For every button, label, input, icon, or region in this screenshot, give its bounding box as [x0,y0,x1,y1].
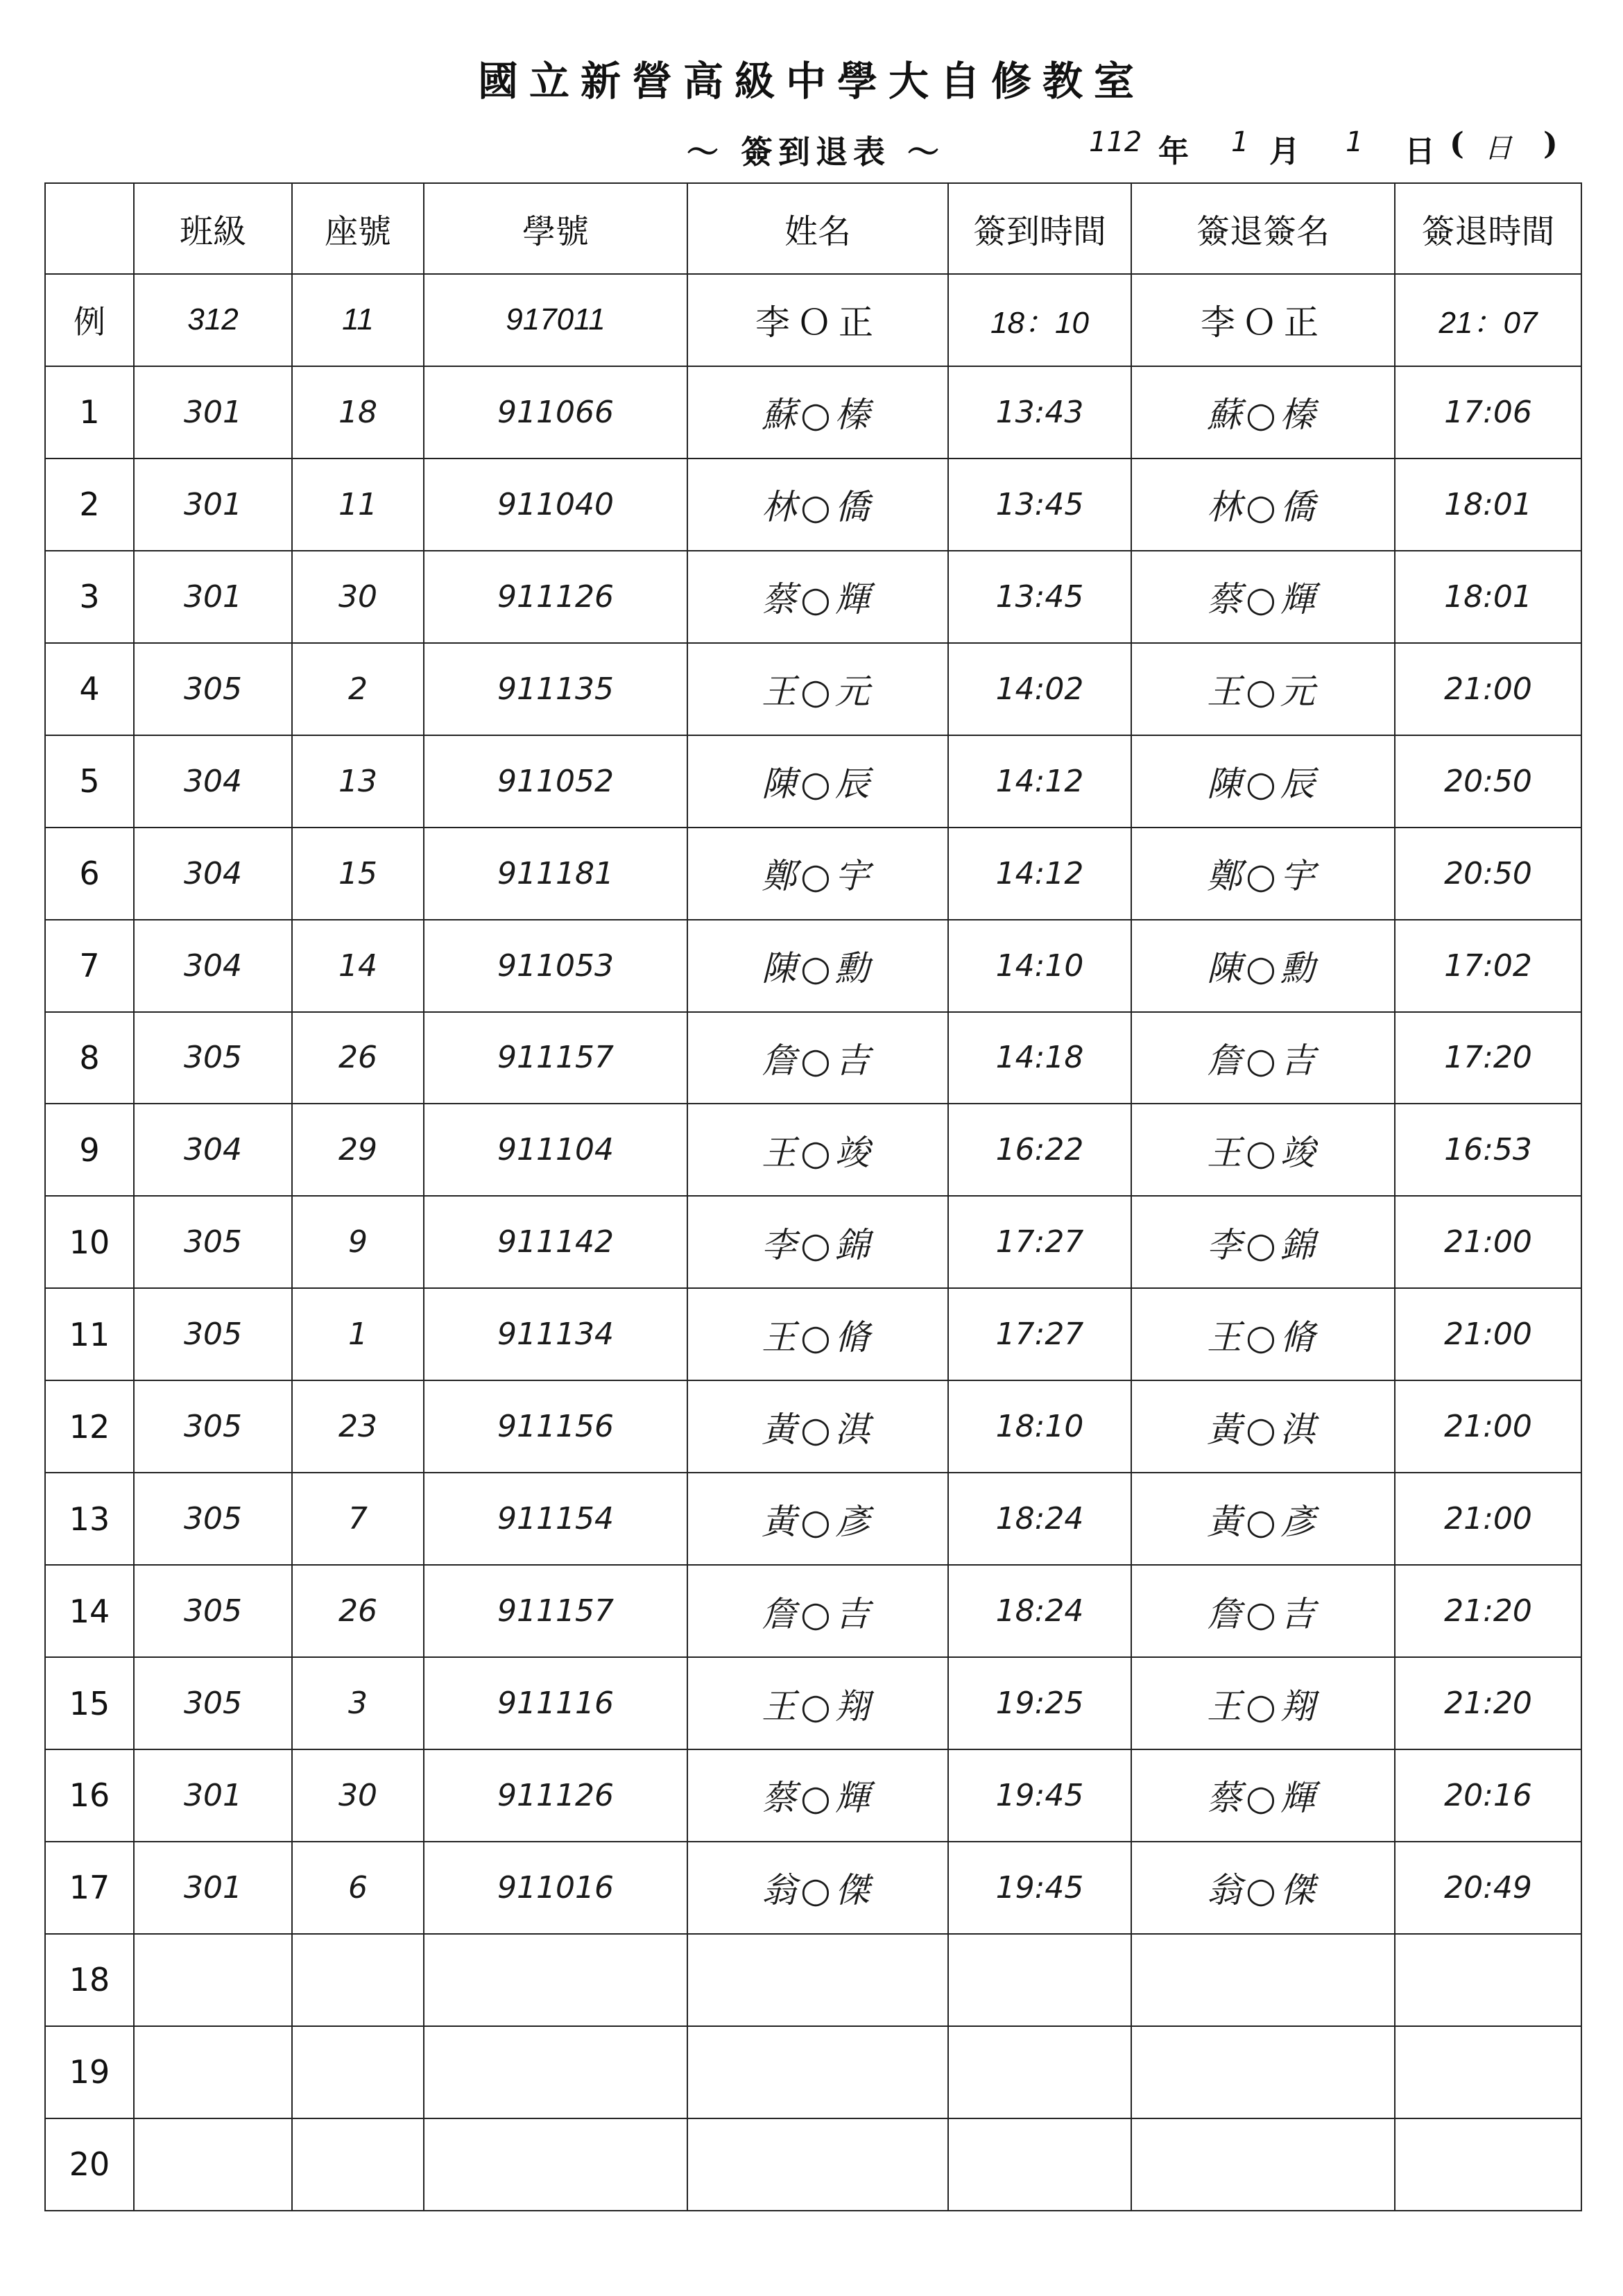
cell-class [134,1934,292,2026]
table-row [45,1288,1581,1380]
cell-seat: 18 [292,366,424,459]
cell-name: 李○錦 [687,1196,948,1288]
cell-seat: 7 [292,1473,424,1565]
cell-sign-in-time: 13:45 [948,459,1131,551]
cell-sign-out-time: 17:02 [1395,920,1581,1012]
date-weekday-close: ) [1543,126,1558,162]
cell-class: 305 [134,1012,292,1104]
row-number: 19 [45,2026,134,2118]
row-number: 10 [45,1196,134,1288]
date-line [1089,126,1574,168]
cell-sign-out-time [1395,2118,1581,2211]
cell-sign-in-time: 17:27 [948,1196,1131,1288]
table-row [45,1473,1581,1565]
cell-sign-out-name: 王○竣 [1131,1104,1395,1196]
cell-student-id: 911142 [424,1196,687,1288]
cell-sign-in-time [948,2026,1131,2118]
cell-sign-out-name: 陳○勳 [1131,920,1395,1012]
table-row [45,1196,1581,1288]
cell-sign-in-time: 19:45 [948,1842,1131,1934]
row-number: 5 [45,735,134,828]
cell-sign-in-time: 18:10 [948,1380,1131,1473]
cell-name [687,1934,948,2026]
cell-sign-in-time: 17:27 [948,1288,1131,1380]
table-row [45,828,1581,920]
row-number: 13 [45,1473,134,1565]
date-weekday-open: ( [1450,126,1464,162]
cell-sign-out-time: 21:20 [1395,1657,1581,1749]
example-label: 例 [45,274,134,366]
col-header-seat: 座號 [292,183,424,274]
cell-sign-out-name: 蘇○榛 [1131,366,1395,459]
col-header-sign-out-name: 簽退簽名 [1131,183,1395,274]
cell-name: 林○僑 [687,459,948,551]
cell-student-id: 911134 [424,1288,687,1380]
cell-sign-out-name: 蔡○輝 [1131,1749,1395,1842]
table-row [45,2118,1581,2211]
cell-sign-out-time: 21:00 [1395,1196,1581,1288]
cell-seat: 14 [292,920,424,1012]
cell-seat: 2 [292,643,424,735]
cell-sign-in-time: 14:02 [948,643,1131,735]
cell-class: 301 [134,366,292,459]
cell-sign-out-time: 21:00 [1395,1473,1581,1565]
table-row [45,459,1581,551]
cell-sign-in-time: 13:43 [948,366,1131,459]
cell-sign-in-time: 13:45 [948,551,1131,643]
row-number: 2 [45,459,134,551]
cell-sign-out-name [1131,2118,1395,2211]
date-day-label: 日 [1405,134,1435,169]
cell-sign-out-name: 李○錦 [1131,1196,1395,1288]
table-row [45,551,1581,643]
cell-student-id: 911156 [424,1380,687,1473]
cell-name: 詹○吉 [687,1012,948,1104]
table-row [45,1934,1581,2026]
cell-student-id: 911154 [424,1473,687,1565]
cell-student-id: 911066 [424,366,687,459]
cell-student-id: 911116 [424,1657,687,1749]
cell-student-id [424,1934,687,2026]
date-month-label: 月 [1269,134,1300,169]
cell-class: 301 [134,459,292,551]
cell-sign-out-time: 21:00 [1395,1288,1581,1380]
cell-sign-out-name: 王○脩 [1131,1288,1395,1380]
cell-seat: 15 [292,828,424,920]
cell-sign-in-time: 16:22 [948,1104,1131,1196]
date-weekday: 日 [1484,132,1512,164]
cell-name: 黃○淇 [687,1380,948,1473]
cell-seat: 30 [292,551,424,643]
cell-seat [292,1934,424,2026]
cell-class: 305 [134,1473,292,1565]
cell-name: 鄭○宇 [687,828,948,920]
col-header-class: 班級 [134,183,292,274]
date-year-label: 年 [1158,134,1189,169]
page-subtitle: ～ 簽到退表 ～ [687,133,945,171]
cell-seat: 3 [292,1657,424,1749]
example-sign-out-time: 21：07 [1395,274,1581,366]
example-row [45,274,1581,366]
cell-seat: 9 [292,1196,424,1288]
cell-seat: 29 [292,1104,424,1196]
table-row [45,1565,1581,1657]
cell-sign-out-time: 16:53 [1395,1104,1581,1196]
cell-seat: 30 [292,1749,424,1842]
cell-student-id [424,2118,687,2211]
cell-sign-out-name: 黃○彥 [1131,1473,1395,1565]
cell-student-id: 911181 [424,828,687,920]
cell-sign-out-name: 鄭○宇 [1131,828,1395,920]
row-number: 8 [45,1012,134,1104]
row-number: 6 [45,828,134,920]
table-row [45,366,1581,459]
cell-sign-in-time: 18:24 [948,1473,1131,1565]
cell-name: 陳○勳 [687,920,948,1012]
cell-name: 王○元 [687,643,948,735]
cell-class: 304 [134,920,292,1012]
cell-sign-out-name: 詹○吉 [1131,1012,1395,1104]
table-row [45,1842,1581,1934]
cell-sign-out-time [1395,1934,1581,2026]
cell-sign-out-time: 20:16 [1395,1749,1581,1842]
cell-seat: 1 [292,1288,424,1380]
col-header-student-id: 學號 [424,183,687,274]
cell-class: 301 [134,1842,292,1934]
cell-class: 305 [134,1565,292,1657]
cell-class: 305 [134,643,292,735]
col-header-sign-in-time: 簽到時間 [948,183,1131,274]
row-number: 11 [45,1288,134,1380]
cell-name: 王○竣 [687,1104,948,1196]
cell-sign-out-time: 17:06 [1395,366,1581,459]
row-number: 1 [45,366,134,459]
cell-student-id: 911157 [424,1565,687,1657]
cell-sign-out-time: 21:00 [1395,643,1581,735]
cell-class: 305 [134,1657,292,1749]
cell-sign-out-name: 黃○淇 [1131,1380,1395,1473]
row-number: 16 [45,1749,134,1842]
table-row [45,920,1581,1012]
row-number: 7 [45,920,134,1012]
cell-name: 蔡○輝 [687,551,948,643]
cell-seat [292,2118,424,2211]
cell-student-id: 911126 [424,551,687,643]
cell-seat: 26 [292,1565,424,1657]
table-row [45,1380,1581,1473]
date-year: 112 [1089,126,1142,158]
cell-sign-out-name: 翁○傑 [1131,1842,1395,1934]
row-number: 20 [45,2118,134,2211]
cell-sign-out-time: 21:00 [1395,1380,1581,1473]
row-number: 14 [45,1565,134,1657]
cell-student-id: 911040 [424,459,687,551]
cell-sign-out-name [1131,2026,1395,2118]
cell-student-id [424,2026,687,2118]
cell-seat: 11 [292,459,424,551]
table-row [45,1657,1581,1749]
cell-class: 305 [134,1288,292,1380]
cell-name: 蔡○輝 [687,1749,948,1842]
cell-sign-out-time: 17:20 [1395,1012,1581,1104]
cell-class: 304 [134,735,292,828]
table-row [45,643,1581,735]
example-name: 李Ｏ正 [687,274,948,366]
date-day: 1 [1346,126,1364,158]
cell-class: 304 [134,828,292,920]
cell-sign-out-time: 18:01 [1395,551,1581,643]
cell-seat: 6 [292,1842,424,1934]
cell-sign-out-name: 詹○吉 [1131,1565,1395,1657]
cell-class: 304 [134,1104,292,1196]
cell-class [134,2118,292,2211]
cell-student-id: 911053 [424,920,687,1012]
example-sign-in-time: 18：10 [948,274,1131,366]
cell-sign-out-time [1395,2026,1581,2118]
col-header-sign-out-time: 簽退時間 [1395,183,1581,274]
cell-class: 301 [134,1749,292,1842]
cell-class: 305 [134,1380,292,1473]
date-month: 1 [1231,126,1249,158]
cell-name: 王○翔 [687,1657,948,1749]
example-class: 312 [134,274,292,366]
cell-sign-in-time [948,1934,1131,2026]
row-number: 18 [45,1934,134,2026]
table-row [45,1749,1581,1842]
col-header-index [45,183,134,274]
cell-sign-in-time: 14:10 [948,920,1131,1012]
row-number: 15 [45,1657,134,1749]
cell-student-id: 911126 [424,1749,687,1842]
cell-student-id: 911135 [424,643,687,735]
cell-name: 詹○吉 [687,1565,948,1657]
row-number: 9 [45,1104,134,1196]
cell-seat [292,2026,424,2118]
cell-sign-out-name: 蔡○輝 [1131,551,1395,643]
col-header-name: 姓名 [687,183,948,274]
page-title: 國立新營高級中學大自修教室 [477,58,1145,105]
cell-sign-out-time: 20:50 [1395,828,1581,920]
table-row [45,1104,1581,1196]
cell-class: 305 [134,1196,292,1288]
cell-name [687,2118,948,2211]
cell-sign-out-time: 20:50 [1395,735,1581,828]
table-row [45,735,1581,828]
cell-sign-out-name: 王○翔 [1131,1657,1395,1749]
cell-class: 301 [134,551,292,643]
cell-name [687,2026,948,2118]
row-number: 4 [45,643,134,735]
cell-sign-in-time: 14:12 [948,828,1131,920]
row-number: 3 [45,551,134,643]
cell-class [134,2026,292,2118]
cell-seat: 13 [292,735,424,828]
row-number: 12 [45,1380,134,1473]
cell-sign-in-time: 14:18 [948,1012,1131,1104]
cell-sign-in-time: 18:24 [948,1565,1131,1657]
example-seat: 11 [292,274,424,366]
cell-seat: 26 [292,1012,424,1104]
cell-sign-out-time: 21:20 [1395,1565,1581,1657]
cell-sign-out-time: 18:01 [1395,459,1581,551]
cell-sign-in-time: 14:12 [948,735,1131,828]
cell-sign-out-name: 陳○辰 [1131,735,1395,828]
cell-sign-in-time: 19:25 [948,1657,1131,1749]
cell-sign-out-time: 20:49 [1395,1842,1581,1934]
cell-sign-in-time [948,2118,1131,2211]
example-sign-out-name: 李Ｏ正 [1131,274,1395,366]
cell-student-id: 911052 [424,735,687,828]
example-student-id: 917011 [424,274,687,366]
cell-seat: 23 [292,1380,424,1473]
cell-student-id: 911016 [424,1842,687,1934]
cell-name: 陳○辰 [687,735,948,828]
sign-in-table [44,182,1582,2211]
table-row [45,1012,1581,1104]
cell-name: 黃○彥 [687,1473,948,1565]
cell-student-id: 911104 [424,1104,687,1196]
cell-name: 王○脩 [687,1288,948,1380]
cell-sign-in-time: 19:45 [948,1749,1131,1842]
cell-sign-out-name: 林○僑 [1131,459,1395,551]
row-number: 17 [45,1842,134,1934]
table-row [45,2026,1581,2118]
cell-student-id: 911157 [424,1012,687,1104]
cell-name: 蘇○榛 [687,366,948,459]
cell-name: 翁○傑 [687,1842,948,1934]
header-row [45,183,1581,274]
cell-sign-out-name [1131,1934,1395,2026]
cell-sign-out-name: 王○元 [1131,643,1395,735]
